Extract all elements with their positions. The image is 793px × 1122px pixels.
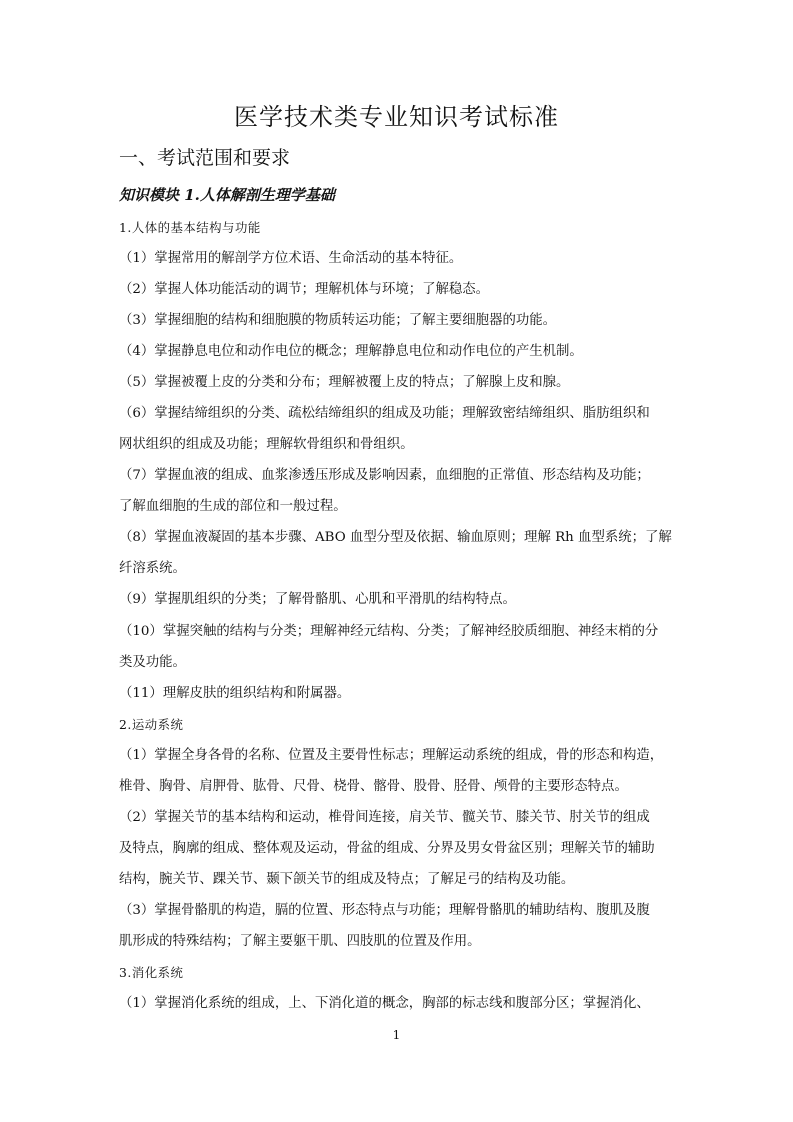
paragraph-line: （2）掌握人体功能活动的调节；理解机体与环境；了解稳态。 <box>119 282 490 297</box>
paragraph-line: （1）掌握消化系统的组成，上、下消化道的概念，胸部的标志线和腹部分区；掌握消化、 <box>119 996 650 1011</box>
section-heading: 一、考试范围和要求 <box>119 147 291 169</box>
subsection-heading: 3.消化系统 <box>119 965 184 980</box>
paragraph-line: 椎骨、胸骨、肩胛骨、肱骨、尺骨、桡骨、髂骨、股骨、胫骨、颅骨的主要形态特点。 <box>119 779 628 794</box>
paragraph-line: （10）掌握突触的结构与分类；理解神经元结构、分类；了解神经胶质细胞、神经末梢的分 <box>119 624 659 639</box>
paragraph-line: 及特点，胸廓的组成、整体观及运动，骨盆的组成、分界及男女骨盆区别；理解关节的辅助 <box>119 841 655 856</box>
subsection-heading: 2.运动系统 <box>119 717 184 732</box>
paragraph-line: （8）掌握血液凝固的基本步骤、ABO 血型分型及依据、输血原则；理解 Rh 血型系统；了解 <box>119 530 672 545</box>
paragraph-line: （1）掌握常用的解剖学方位术语、生命活动的基本特征。 <box>119 251 463 266</box>
document-title: 医学技术类专业知识考试标准 <box>234 103 559 131</box>
paragraph-line: （3）掌握细胞的结构和细胞膜的物质转运功能；了解主要细胞器的功能。 <box>119 313 557 328</box>
paragraph-line: 纤溶系统。 <box>119 561 186 576</box>
page-number: 1 <box>392 1028 401 1042</box>
module-heading: 知识模块 1.人体解剖生理学基础 <box>119 186 335 204</box>
paragraph-line: 了解血细胞的生成的部位和一般过程。 <box>119 499 347 514</box>
paragraph-line: 网状组织的组成及功能；理解软骨组织和骨组织。 <box>119 437 414 452</box>
paragraph-line: （2）掌握关节的基本结构和运动，椎骨间连接，肩关节、髋关节、膝关节、肘关节的组成 <box>119 810 650 825</box>
paragraph-line: （6）掌握结缔组织的分类、疏松结缔组织的组成及功能；理解致密结缔组织、脂肪组织和 <box>119 406 650 421</box>
paragraph-line: （9）掌握肌组织的分类；了解骨骼肌、心肌和平滑肌的结构特点。 <box>119 592 516 607</box>
subsection-heading: 1.人体的基本结构与功能 <box>119 220 261 235</box>
paragraph-line: 肌形成的特殊结构；了解主要躯干肌、四肢肌的位置及作用。 <box>119 934 481 949</box>
paragraph-line: （3）掌握骨骼肌的构造，膈的位置、形态特点与功能；理解骨骼肌的辅助结构、腹肌及腹 <box>119 903 650 918</box>
paragraph-line: （1）掌握全身各骨的名称、位置及主要骨性标志；理解运动系统的组成，骨的形态和构造， <box>119 748 664 763</box>
paragraph-line: （5）掌握被覆上皮的分类和分布；理解被覆上皮的特点；了解腺上皮和腺。 <box>119 375 570 390</box>
paragraph-line: （4）掌握静息电位和动作电位的概念；理解静息电位和动作电位的产生机制。 <box>119 344 583 359</box>
paragraph-line: 类及功能。 <box>119 655 186 670</box>
paragraph-line: （11）理解皮肤的组织结构和附属器。 <box>119 686 351 701</box>
paragraph-line: 结构，腕关节、踝关节、颞下颌关节的组成及特点；了解足弓的结构及功能。 <box>119 872 575 887</box>
paragraph-line: （7）掌握血液的组成、血浆渗透压形成及影响因素，血细胞的正常值、形态结构及功能； <box>119 468 650 483</box>
